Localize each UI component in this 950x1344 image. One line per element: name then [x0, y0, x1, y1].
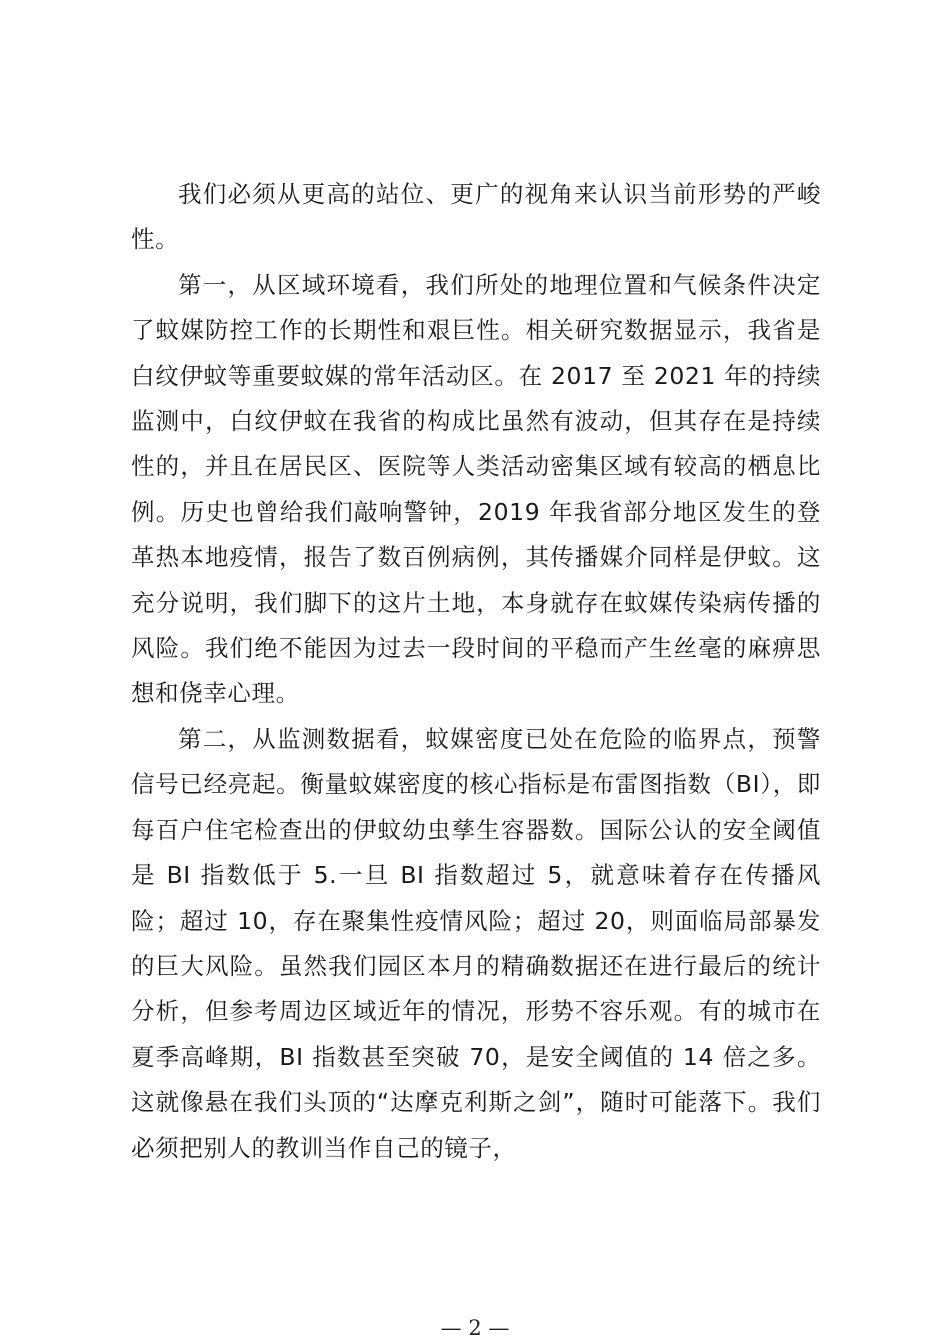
paragraph-2: 第一，从区域环境看，我们所处的地理位置和气候条件决定了蚊媒防控工作的长期性和艰巨性。相关研究数据显示，我省是白纹伊蚊等重要蚊媒的常年活动区。在 2017 至 2021 年的持续监测中，白纹伊蚊在我省的构成比虽然有波动，但其存在是持续性的，并且在居民区、医院等人类活动密集区域有较高的栖息比例。历史也曾给我们敲响警钟，2019 年我省部分地区发生的登革热本地疫情，报告了数百例病例，其传播媒介同样是伊蚊。这充分说明，我们脚下的这片土地，本身就存在蚊媒传染病传播的风险。我们绝不能因为过去一段时间的平稳而产生丝毫的麻痹思想和侥幸心理。 — [131, 270, 821, 708]
paragraph-3: 第二，从监测数据看，蚊媒密度已处在危险的临界点，预警信号已经亮起。衡量蚊媒密度的核心指标是布雷图指数（BI），即每百户住宅检查出的伊蚊幼虫孳生容器数。国际公认的安全阈值是 BI 指数低于 5.一旦 BI 指数超过 5，就意味着存在传播风险；超过 10，存在聚集性疫情风险；超过 20，则面临局部暴发的巨大风险。虽然我们园区本月的精确数据还在进行最后的统计分析，但参考周边区域近年的情况，形势不容乐观。有的城市在夏季高峰期，BI 指数甚至突破 70，是安全阈值的 14 倍之多。这就像悬在我们头顶的“达摩克利斯之剑”，随时可能落下。我们必须把别人的教训当作自己的镜子， — [131, 724, 821, 1162]
paragraph-1: 我们必须从更高的站位、更广的视角来认识当前形势的严峻性。 — [131, 180, 821, 254]
page-number: — 2 — — [440, 1316, 510, 1340]
body-text — [131, 172, 821, 1171]
